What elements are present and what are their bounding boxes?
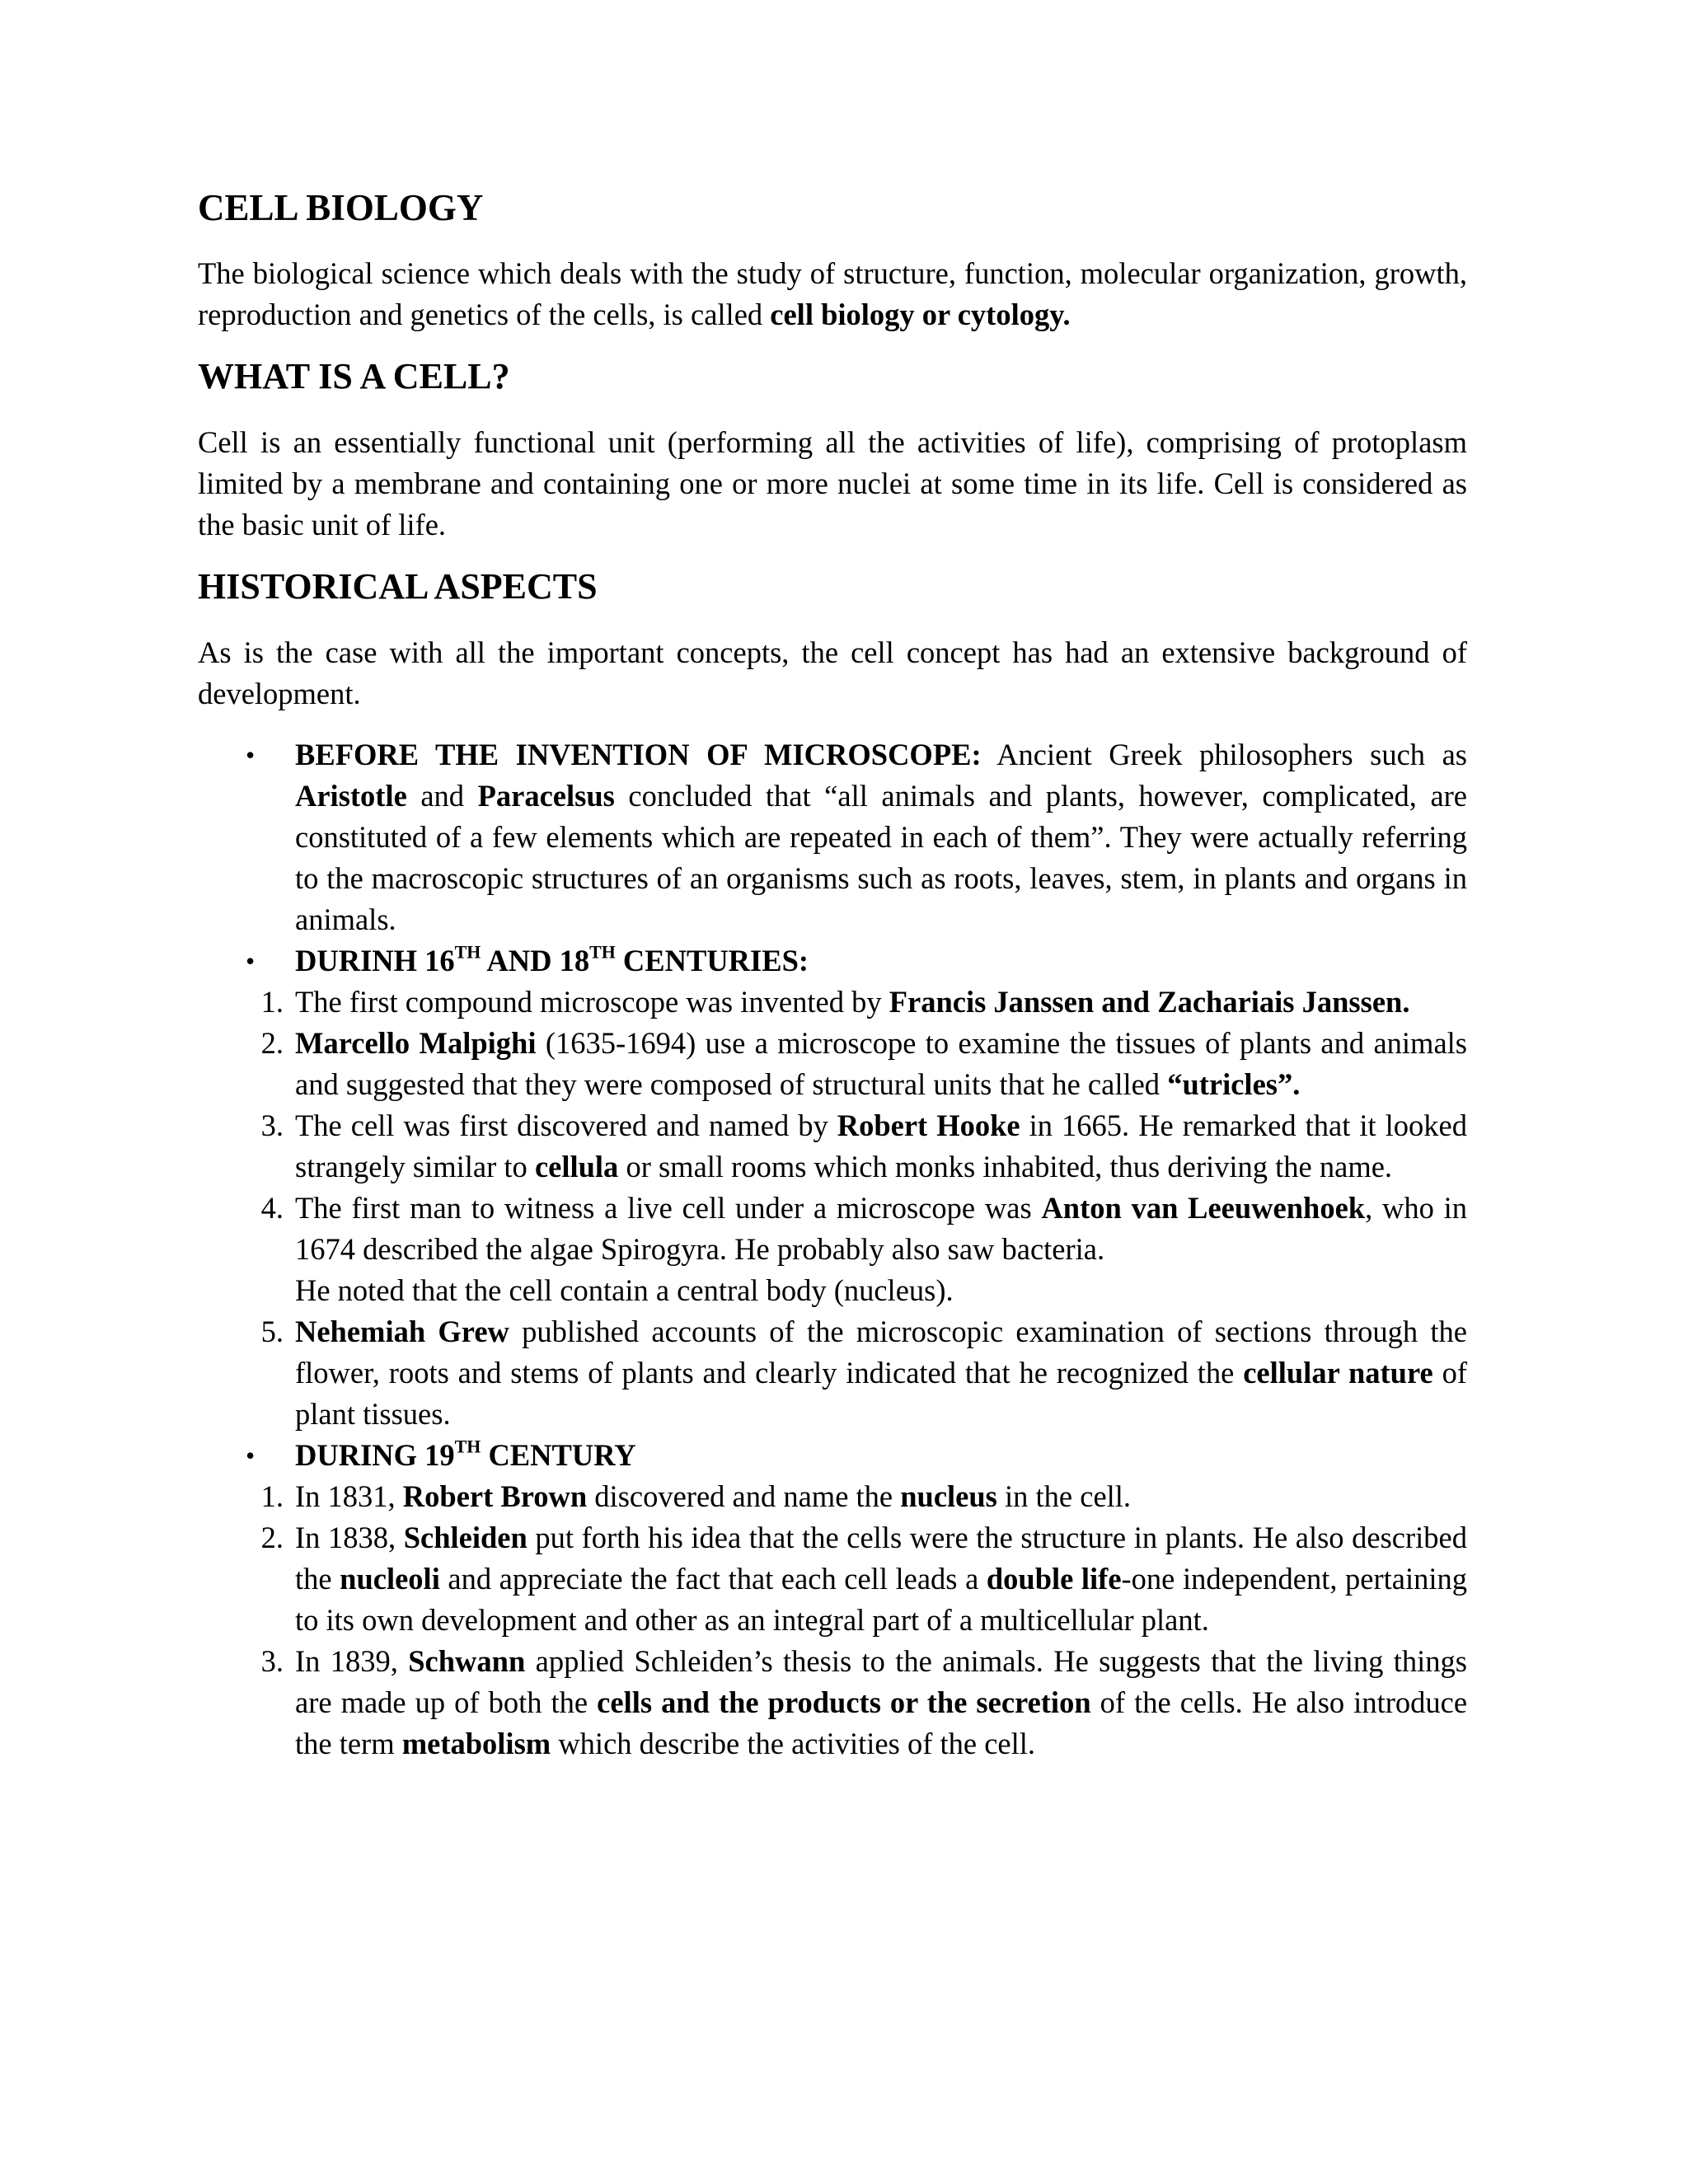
bullet-text: and [406, 778, 478, 813]
history-list [198, 734, 1467, 1765]
list-item [198, 1641, 1467, 1765]
intro-text: The biological science which deals with the study of structure, function, molecular organization, growth, reproduction and genetics of the cells, is called [198, 256, 1467, 331]
bold-name: Nehemiah Grew [295, 1314, 509, 1348]
document-content [198, 185, 1467, 1765]
bold-name: Aristotle [295, 778, 407, 813]
bold-term: nucleoli [340, 1561, 440, 1596]
item-text: In 1831, [295, 1479, 403, 1513]
bullet-label [295, 1438, 636, 1472]
bold-name: Francis Janssen and Zachariais Janssen. [889, 984, 1410, 1019]
item-text: , who in 1674 described the algae Spirogyra. He probably also saw bacteria. [295, 1190, 1468, 1266]
superscript: TH [454, 1436, 481, 1457]
item-text: discovered and name the [587, 1479, 901, 1513]
intro-term: cell biology or cytology. [770, 298, 1071, 331]
superscript: TH [589, 941, 616, 963]
label-part: DURINH 16 [295, 943, 455, 977]
item-text: -one independent, pertaining to its own development and other as an integral part of a multicellular plant. [295, 1561, 1467, 1637]
history-paragraph: As is the case with all the important concepts, the cell concept has had an extensive background of development. [198, 635, 1467, 710]
bold-name: Robert Hooke [837, 1108, 1020, 1142]
bold-name: Paracelsus [477, 778, 615, 813]
bullet-label [295, 941, 809, 977]
list-number: 1. [260, 1479, 284, 1513]
bold-name: Robert Brown [402, 1479, 588, 1513]
list-item [198, 1023, 1467, 1105]
list-item [198, 1188, 1467, 1311]
bullet-before-microscope [198, 734, 1467, 940]
bold-name: Marcello Malpighi [295, 1025, 537, 1060]
item-text: in the cell. [996, 1479, 1132, 1513]
bullet-label: BEFORE THE INVENTION OF MICROSCOPE: [295, 737, 982, 771]
page-title: CELL BIOLOGY [198, 187, 484, 228]
list-number: 3. [260, 1643, 284, 1678]
list-number: 3. [260, 1108, 284, 1142]
list-number: 1. [260, 984, 284, 1019]
section-heading-historical-aspects: HISTORICAL ASPECTS [198, 565, 598, 607]
label-part: CENTURIES: [615, 943, 809, 977]
bold-term: double life [986, 1561, 1122, 1596]
what-paragraph: Cell is an essentially functional unit (performing all the activities of life), comprising of protoplasm limited by a membrane and containing one or more nuclei at some time in its life. Cell is considered as the basic unit of life. [198, 424, 1467, 541]
bold-name: Schleiden [403, 1520, 528, 1554]
label-part: CENTURY [481, 1437, 636, 1472]
item-text: In 1839, [295, 1643, 409, 1678]
list-number: 5. [260, 1314, 284, 1348]
list-number: 2. [260, 1520, 284, 1554]
list-item [198, 1311, 1467, 1435]
item-text: applied Schleiden’s thesis to the animals. He suggests that the living things are made up of both the [295, 1643, 1468, 1719]
superscript: TH [454, 941, 481, 963]
item-text: and appreciate the fact that each cell leads a [439, 1561, 987, 1596]
item-text: The first man to witness a live cell under a microscope was [295, 1190, 1042, 1225]
bold-term: cells and the products or the secretion [597, 1685, 1091, 1719]
item-text: He noted that the cell contain a central body (nucleus). [295, 1272, 954, 1307]
item-text: (1635-1694) use a microscope to examine the tissues of plants and animals and suggested that they were composed of structural units that he called [295, 1025, 1467, 1101]
list-item [198, 1517, 1467, 1641]
section-heading-what-is-a-cell: WHAT IS A CELL? [198, 356, 510, 396]
bullet-19th-century [198, 1435, 1467, 1476]
item-text: The first compound microscope was invented by [295, 984, 889, 1019]
item-text: of the cells. He also introduce the term [295, 1685, 1468, 1760]
bold-term: cellula [534, 1149, 619, 1183]
bullet-icon: • [246, 1440, 256, 1470]
bullet-icon: • [246, 945, 256, 976]
bold-term: nucleus [900, 1479, 997, 1513]
bullet-icon: • [246, 739, 256, 770]
label-part: DURING 19 [295, 1437, 455, 1472]
item-text: In 1838, [295, 1520, 404, 1554]
item-text: put forth his idea that the cells were the structure in plants. He also described the [295, 1520, 1467, 1596]
bold-term: “utricles”. [1167, 1066, 1301, 1101]
bold-term: metabolism [401, 1726, 551, 1760]
list-item [198, 1476, 1467, 1517]
item-text: published accounts of the microscopic examination of sections through the flower, roots and stems of plants and clearly indicated that he recognized the [295, 1314, 1467, 1390]
item-text: which describe the activities of the cell. [551, 1726, 1036, 1760]
bullet-text: Ancient Greek philosophers such as [981, 737, 1467, 771]
item-text: The cell was first discovered and named by [295, 1108, 837, 1142]
item-text: of plant tissues. [295, 1355, 1468, 1431]
intro-paragraph [198, 253, 1467, 335]
list-item [198, 982, 1467, 1023]
list-number: 2. [260, 1025, 284, 1060]
list-item [198, 1105, 1467, 1188]
item-text: or small rooms which monks inhabited, thus deriving the name. [618, 1149, 1393, 1183]
bold-term: cellular nature [1243, 1355, 1433, 1390]
item-text: in 1665. He remarked that it looked strangely similar to [295, 1108, 1467, 1183]
bullet-16th-18th-centuries [198, 940, 1467, 982]
label-part: AND 18 [481, 943, 590, 977]
bullet-text: concluded that “all animals and plants, however, complicated, are constituted of a few elements which are repeated in each of them”. They were actually referring to the macroscopic structures of an organisms such as roots, leaves, stem, in plants and organs in animals. [295, 778, 1467, 936]
bold-name: Schwann [408, 1643, 526, 1678]
list-number: 4. [260, 1190, 284, 1225]
bold-name: Anton van Leeuwenhoek [1041, 1190, 1366, 1225]
